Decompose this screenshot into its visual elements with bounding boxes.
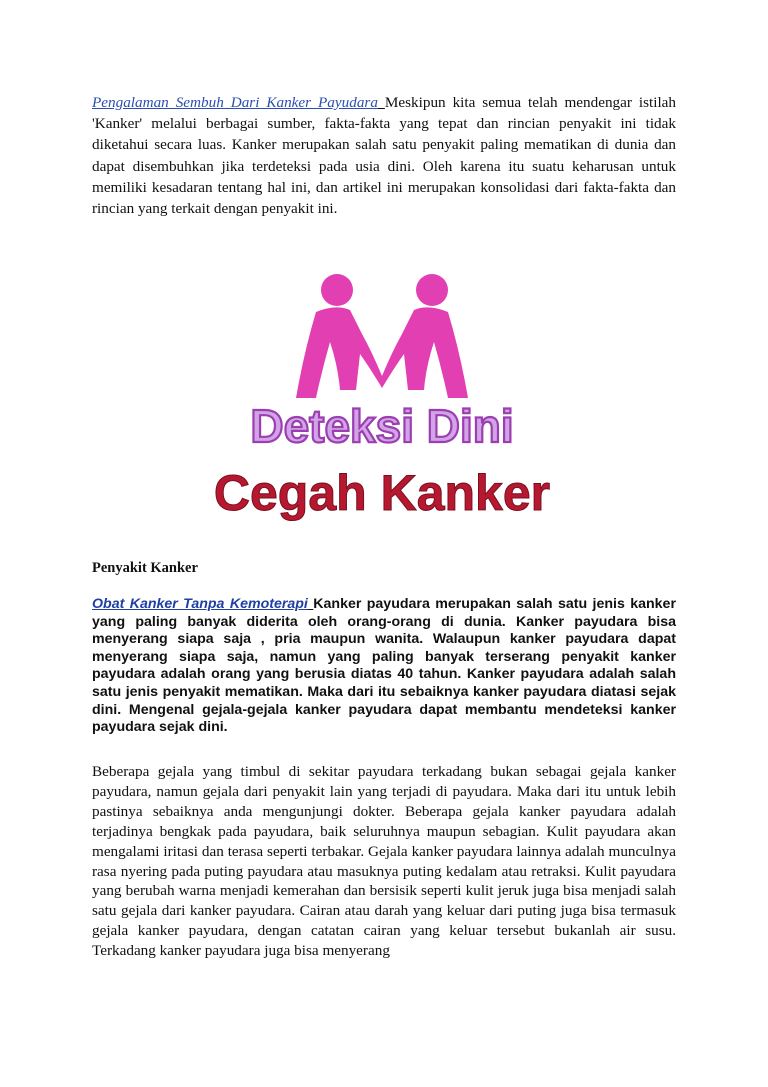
logo-line-2: Cegah Kanker: [213, 465, 551, 521]
left-figure-head: [321, 274, 353, 306]
intro-link[interactable]: Pengalaman Sembuh Dari Kanker Payudara: [92, 94, 378, 111]
right-figure-head: [416, 274, 448, 306]
logo-line-1: Deteksi Dini: [250, 400, 514, 452]
para2-body: Kanker payudara merupakan salah satu jenis kanker yang paling banyak diderita oleh orang-orang di dunia. Kanker payudara bisa menyerang siapa saja , pria maupun wanita. Walaupun kanker payudara dapat menyerang siapa saja, namun yang paling banyak terserang penyakit kanker payudara adalah orang yang berusia diatas 40 tahun. Kanker payudara adalah salah satu jenis penyakit mematikan. Maka dari itu sebaiknya kanker payudara diatasi sejak dini. Mengenal gejala-gejala kanker payudara dapat membantu mendeteksi kanker payudara sejak dini.: [92, 596, 676, 736]
intro-link-spacer: [378, 94, 385, 111]
section-heading: Penyakit Kanker: [92, 560, 198, 576]
intro-paragraph: [92, 92, 676, 219]
right-figure-body: [382, 307, 468, 398]
intro-body: Meskipun kita semua telah mendengar istilah 'Kanker' melalui berbagai sumber, fakta-fakta yang tepat dan rincian penyakit ini tidak diketahui secara luas. Kanker merupakan salah satu penyakit paling mematikan di dunia dan dapat disembuhkan jika terdeteksi pada usia dini. Oleh karena itu suatu keharusan untuk memiliki kesadaran tentang hal ini, dan artikel ini merupakan konsolidasi dari fakta-fakta dan rincian yang terkait dengan penyakit ini.: [92, 94, 677, 218]
symptoms-paragraph: Beberapa gejala yang timbul di sekitar payudara terkadang bukan sebagai gejala kanker payudara, namun gejala dari penyakit lain yang terjadi di payudara. Maka dari itu untuk lebih pastinya sebaiknya anda mengunjungi dokter. Beberapa gejala kanker payudara adalah terjadinya bengkak pada payudara, baik seluruhnya maupun sebagian. Kulit payudara akan mengalami iritasi dan terasa seperti terbakar. Gejala kanker payudara lainnya adalah munculnya rasa nyering pada puting payudara atau masuknya puting kedalam atau retraksi. Kulit payudara yang berubah warna menjadi kemerahan dan bersisik seperti kulit jeruk juga bisa menjadi salah satu gejala dari kanker payudara. Cairan atau darah yang keluar dari puting juga bisa termasuk gejala kanker payudara, dengan catatan cairan yang keluar tersebut bukanlah air susu. Terkadang kanker payudara juga bisa menyerang: [92, 763, 676, 960]
cancer-paragraph: [92, 596, 676, 737]
logo-graphic: [213, 270, 551, 538]
deteksi-dini-logo: [213, 270, 551, 538]
para2-link[interactable]: Obat Kanker Tanpa Kemoterapi: [92, 596, 308, 612]
left-figure-body: [296, 307, 382, 398]
